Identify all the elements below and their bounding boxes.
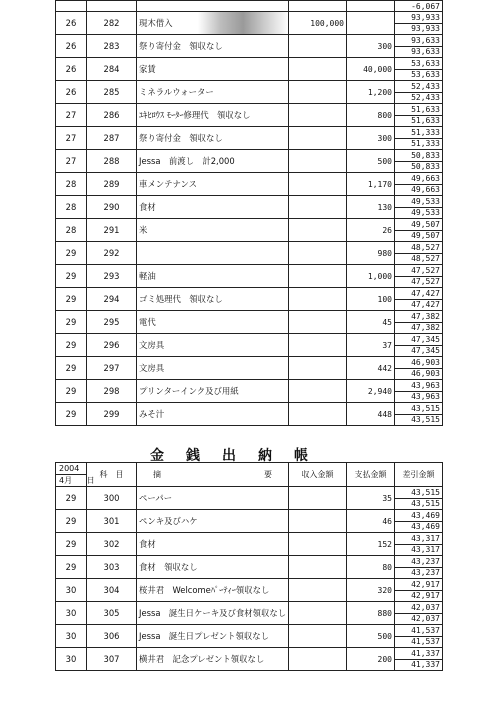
number-cell: 301 xyxy=(87,510,137,533)
expense-cell: 37 xyxy=(347,334,395,357)
description-cell: Jessa 前渡し 計2,000 xyxy=(137,150,289,173)
running-balance-cell: 49,663 xyxy=(395,184,443,196)
description-header-left: 摘 xyxy=(153,470,161,479)
description-cell: 現木借入 xyxy=(137,12,289,35)
ledger-row xyxy=(56,311,443,323)
ledger-row xyxy=(56,357,443,369)
number-cell: 293 xyxy=(87,265,137,288)
running-balance-cell: 47,527 xyxy=(395,276,443,288)
number-cell: 305 xyxy=(87,602,137,625)
ledger-row xyxy=(56,487,443,499)
income-header: 収入金額 xyxy=(289,463,347,487)
account-header: 科 目 xyxy=(87,463,137,487)
running-balance-cell: 49,533 xyxy=(395,207,443,219)
expense-cell: 26 xyxy=(347,219,395,242)
balance-header: 差引金額 xyxy=(395,463,443,487)
expense-cell xyxy=(347,12,395,35)
income-cell xyxy=(289,35,347,58)
description-cell: 文房具 xyxy=(137,334,289,357)
expense-cell: 1,200 xyxy=(347,81,395,104)
running-balance-cell: 42,037 xyxy=(395,613,443,625)
day-cell: 30 xyxy=(56,648,87,671)
day-cell: 29 xyxy=(56,334,87,357)
balance-cell: 43,469 xyxy=(395,510,443,522)
expense-cell: 500 xyxy=(347,625,395,648)
running-balance-cell: 41,337 xyxy=(395,659,443,671)
expense-cell: 200 xyxy=(347,648,395,671)
expense-cell: 100 xyxy=(347,288,395,311)
income-cell xyxy=(289,58,347,81)
running-balance-cell: 43,515 xyxy=(395,414,443,426)
expense-cell: 300 xyxy=(347,127,395,150)
description-cell: ペンキ及びハケ xyxy=(137,510,289,533)
balance-cell: 42,037 xyxy=(395,602,443,614)
day-cell: 27 xyxy=(56,150,87,173)
day-cell: 29 xyxy=(56,242,87,265)
number-cell: 292 xyxy=(87,242,137,265)
running-balance-cell: 51,633 xyxy=(395,115,443,127)
balance-cell: 41,537 xyxy=(395,625,443,637)
number-cell: 294 xyxy=(87,288,137,311)
day-cell: 27 xyxy=(56,127,87,150)
day-label: 日 xyxy=(86,476,95,485)
income-cell xyxy=(289,104,347,127)
income-cell xyxy=(289,403,347,426)
number-cell: 295 xyxy=(87,311,137,334)
day-cell: 29 xyxy=(56,533,87,556)
ledger-row xyxy=(56,81,443,93)
month-label: 4月 xyxy=(59,476,73,485)
expense-cell: 152 xyxy=(347,533,395,556)
number-cell: 307 xyxy=(87,648,137,671)
ledger-row xyxy=(56,58,443,70)
expense-cell: 320 xyxy=(347,579,395,602)
ledger-row xyxy=(56,510,443,522)
description-cell: 車メンテナンス xyxy=(137,173,289,196)
expense-cell: 80 xyxy=(347,556,395,579)
balance-cell: -6,067 xyxy=(395,1,443,12)
number-cell: 297 xyxy=(87,357,137,380)
expense-cell: 300 xyxy=(347,35,395,58)
expense-cell: 500 xyxy=(347,150,395,173)
ledger-row xyxy=(56,556,443,568)
expense-cell: 1,170 xyxy=(347,173,395,196)
ledger-row xyxy=(56,625,443,637)
running-balance-cell: 93,633 xyxy=(395,46,443,58)
ledger-table-bottom xyxy=(55,462,443,671)
description-cell: Jessa 誕生日プレゼント領収なし xyxy=(137,625,289,648)
expense-cell: 880 xyxy=(347,602,395,625)
balance-cell: 47,345 xyxy=(395,334,443,346)
expense-cell: 980 xyxy=(347,242,395,265)
income-cell xyxy=(289,150,347,173)
income-cell xyxy=(289,81,347,104)
number-cell: 296 xyxy=(87,334,137,357)
description-cell: ミネラルウォーター xyxy=(137,81,289,104)
running-balance-cell: 42,917 xyxy=(395,590,443,602)
expense-cell: 35 xyxy=(347,487,395,510)
ledger-row xyxy=(56,219,443,231)
number-cell: 286 xyxy=(87,104,137,127)
description-cell: ﾕｷﾋﾛｳｽ ﾓｰﾀｰ修理代 領収なし xyxy=(137,104,289,127)
number-cell: 289 xyxy=(87,173,137,196)
ledger-row xyxy=(56,380,443,392)
description-cell: 祭り寄付金 領収なし xyxy=(137,35,289,58)
expense-cell: 800 xyxy=(347,104,395,127)
ledger-row xyxy=(56,242,443,254)
day-cell: 29 xyxy=(56,510,87,533)
day-cell: 29 xyxy=(56,487,87,510)
description-cell: 食材 xyxy=(137,533,289,556)
balance-cell: 93,633 xyxy=(395,35,443,47)
day-cell xyxy=(56,1,87,12)
running-balance-cell: 43,515 xyxy=(395,498,443,510)
income-cell xyxy=(289,625,347,648)
balance-cell: 42,917 xyxy=(395,579,443,591)
running-balance-cell: 47,382 xyxy=(395,322,443,334)
running-balance-cell: 41,537 xyxy=(395,636,443,648)
day-cell: 29 xyxy=(56,288,87,311)
balance-cell: 52,433 xyxy=(395,81,443,93)
description-cell: 文房具 xyxy=(137,357,289,380)
day-cell: 29 xyxy=(56,265,87,288)
number-cell: 302 xyxy=(87,533,137,556)
balance-cell: 51,633 xyxy=(395,104,443,116)
day-cell: 26 xyxy=(56,58,87,81)
year-header: 2004 xyxy=(56,463,87,475)
income-cell xyxy=(289,510,347,533)
balance-cell: 48,527 xyxy=(395,242,443,254)
balance-cell: 49,507 xyxy=(395,219,443,231)
ledger-row xyxy=(56,403,443,415)
day-cell: 29 xyxy=(56,556,87,579)
balance-cell: 51,333 xyxy=(395,127,443,139)
number-cell: 299 xyxy=(87,403,137,426)
number-cell: 290 xyxy=(87,196,137,219)
description-header-right: 要 xyxy=(264,470,272,479)
running-balance-cell: 47,427 xyxy=(395,299,443,311)
description-cell: ペーパー xyxy=(137,487,289,510)
income-cell xyxy=(289,533,347,556)
running-balance-cell: 53,633 xyxy=(395,69,443,81)
description-cell: 桜井君 Welcomeﾊﾟｰﾃｨｰ領収なし xyxy=(137,579,289,602)
day-cell: 29 xyxy=(56,403,87,426)
description-cell: Jessa 誕生日ケーキ及び食材領収なし xyxy=(137,602,289,625)
description-cell: 横井君 記念プレゼント領収なし xyxy=(137,648,289,671)
description-cell: 食材 領収なし xyxy=(137,556,289,579)
income-cell xyxy=(289,357,347,380)
balance-cell: 49,663 xyxy=(395,173,443,185)
running-balance-cell: 93,933 xyxy=(395,23,443,35)
income-cell xyxy=(289,173,347,196)
running-balance-cell: 52,433 xyxy=(395,92,443,104)
day-cell: 27 xyxy=(56,104,87,127)
number-cell: 285 xyxy=(87,81,137,104)
balance-cell: 43,963 xyxy=(395,380,443,392)
ledger-row xyxy=(56,173,443,185)
balance-cell: 43,515 xyxy=(395,487,443,499)
income-cell xyxy=(289,602,347,625)
description-header xyxy=(137,463,289,487)
income-cell xyxy=(289,265,347,288)
ledger-row xyxy=(56,334,443,346)
income-cell xyxy=(289,334,347,357)
running-balance-cell: 46,903 xyxy=(395,368,443,380)
description-cell: 電代 xyxy=(137,311,289,334)
description-cell xyxy=(137,242,289,265)
balance-cell: 43,515 xyxy=(395,403,443,415)
ledger-row xyxy=(56,196,443,208)
day-cell: 30 xyxy=(56,602,87,625)
income-cell xyxy=(289,579,347,602)
day-cell: 29 xyxy=(56,311,87,334)
income-cell xyxy=(289,1,347,12)
balance-cell: 49,533 xyxy=(395,196,443,208)
description-cell: 食材 xyxy=(137,196,289,219)
day-cell: 29 xyxy=(56,380,87,403)
running-balance-cell: 51,333 xyxy=(395,138,443,150)
description-cell: ゴミ処理代 領収なし xyxy=(137,288,289,311)
running-balance-cell: 43,469 xyxy=(395,521,443,533)
balance-cell: 46,903 xyxy=(395,357,443,369)
income-cell xyxy=(289,242,347,265)
expense-header: 支払金額 xyxy=(347,463,395,487)
number-cell: 304 xyxy=(87,579,137,602)
ledger-row xyxy=(56,265,443,277)
ledger-row xyxy=(56,12,443,24)
expense-cell: 2,940 xyxy=(347,380,395,403)
day-cell: 26 xyxy=(56,12,87,35)
day-cell: 26 xyxy=(56,81,87,104)
balance-cell: 43,237 xyxy=(395,556,443,568)
description-cell: 家賃 xyxy=(137,58,289,81)
running-balance-cell: 48,527 xyxy=(395,253,443,265)
expense-cell: 45 xyxy=(347,311,395,334)
running-balance-cell: 43,963 xyxy=(395,391,443,403)
income-cell xyxy=(289,311,347,334)
day-cell: 29 xyxy=(56,357,87,380)
description-cell xyxy=(137,1,289,12)
balance-cell: 47,382 xyxy=(395,311,443,323)
expense-cell: 130 xyxy=(347,196,395,219)
day-cell: 30 xyxy=(56,625,87,648)
description-cell: 米 xyxy=(137,219,289,242)
balance-cell: 41,337 xyxy=(395,648,443,660)
income-cell xyxy=(289,196,347,219)
balance-cell: 50,833 xyxy=(395,150,443,162)
running-balance-cell: 49,507 xyxy=(395,230,443,242)
ledger-row xyxy=(56,579,443,591)
number-cell: 283 xyxy=(87,35,137,58)
expense-cell: 448 xyxy=(347,403,395,426)
number-cell: 300 xyxy=(87,487,137,510)
ledger-row xyxy=(56,602,443,614)
description-cell: みそ汁 xyxy=(137,403,289,426)
day-cell: 28 xyxy=(56,219,87,242)
balance-cell: 93,933 xyxy=(395,12,443,24)
number-cell: 282 xyxy=(87,12,137,35)
ledger-row xyxy=(56,35,443,47)
number-cell: 303 xyxy=(87,556,137,579)
expense-cell: 46 xyxy=(347,510,395,533)
balance-cell: 53,633 xyxy=(395,58,443,70)
balance-cell: 47,527 xyxy=(395,265,443,277)
ledger-row xyxy=(56,648,443,660)
income-cell xyxy=(289,288,347,311)
expense-cell: 40,000 xyxy=(347,58,395,81)
description-cell: プリンターインク及び用紙 xyxy=(137,380,289,403)
ledger-row xyxy=(56,127,443,139)
day-cell: 26 xyxy=(56,35,87,58)
number-cell: 288 xyxy=(87,150,137,173)
income-cell: 100,000 xyxy=(289,12,347,35)
month-header xyxy=(56,475,95,487)
ledger-row xyxy=(56,104,443,116)
running-balance-cell: 50,833 xyxy=(395,161,443,173)
expense-cell xyxy=(347,1,395,12)
income-cell xyxy=(289,648,347,671)
number-cell: 306 xyxy=(87,625,137,648)
running-balance-cell: 43,237 xyxy=(395,567,443,579)
running-balance-cell: 43,317 xyxy=(395,544,443,556)
number-cell: 284 xyxy=(87,58,137,81)
description-cell: 祭り寄付金 領収なし xyxy=(137,127,289,150)
balance-cell: 47,427 xyxy=(395,288,443,300)
ledger-row xyxy=(56,288,443,300)
number-cell: 291 xyxy=(87,219,137,242)
expense-cell: 442 xyxy=(347,357,395,380)
number-cell xyxy=(87,1,137,12)
expense-cell: 1,000 xyxy=(347,265,395,288)
day-cell: 30 xyxy=(56,579,87,602)
income-cell xyxy=(289,380,347,403)
income-cell xyxy=(289,219,347,242)
income-cell xyxy=(289,487,347,510)
balance-cell: 43,317 xyxy=(395,533,443,545)
number-cell: 298 xyxy=(87,380,137,403)
running-balance-cell: 47,345 xyxy=(395,345,443,357)
ledger-title: 金銭出納帳 xyxy=(150,448,330,464)
ledger-row xyxy=(56,150,443,162)
description-cell: 軽油 xyxy=(137,265,289,288)
ledger-row xyxy=(56,533,443,545)
income-cell xyxy=(289,556,347,579)
day-cell: 28 xyxy=(56,196,87,219)
ledger-table-top xyxy=(55,0,443,426)
number-cell: 287 xyxy=(87,127,137,150)
day-cell: 28 xyxy=(56,173,87,196)
income-cell xyxy=(289,127,347,150)
